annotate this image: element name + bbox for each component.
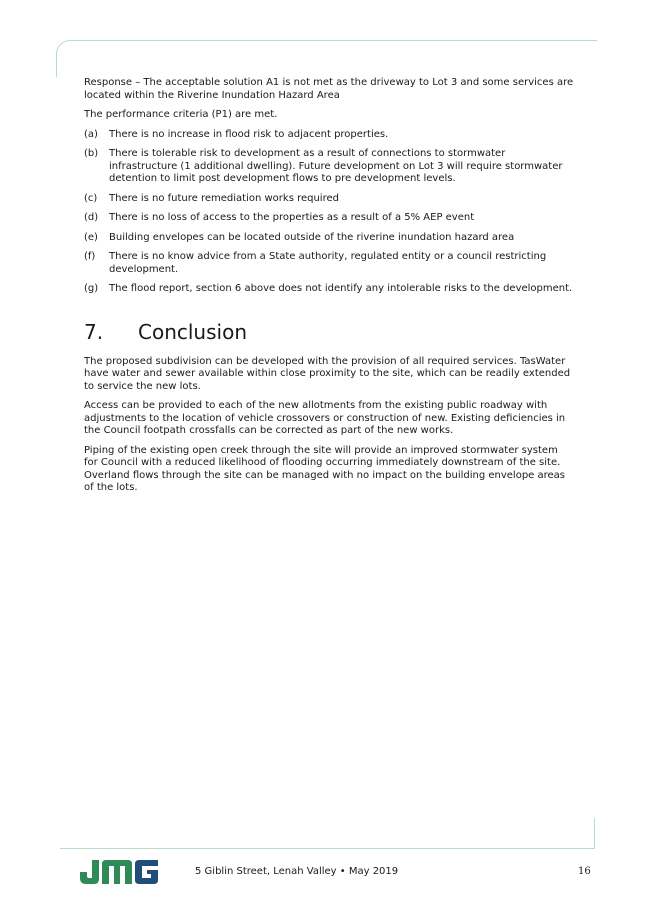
list-item (84, 148, 574, 186)
page-number: 16 (578, 866, 591, 877)
section-title: Conclusion (138, 319, 247, 344)
list-item (84, 251, 574, 276)
list-item (84, 193, 574, 206)
list-item (84, 232, 574, 245)
page-content (84, 77, 574, 502)
list-item-label: (g) (84, 283, 99, 294)
response-intro: Response – The acceptable solution A1 is not met as the driveway to Lot 3 and some services are located within the Riverine Inundation Hazard Area (84, 77, 574, 101)
jmg-logo (78, 858, 160, 884)
list-item-text: There is no know advice from a State authority, regulated entity or a council restricting development. (109, 251, 547, 275)
logo-letter-g (135, 860, 158, 884)
list-item-text: There is no future remediation works required (109, 192, 339, 204)
conclusion-paragraph: The proposed subdivision can be developed with the provision of all required services. TasWater have water and sewer available within close proximity to the site, which can be readily extended to service the new lots. (84, 355, 571, 392)
list-item-label: (c) (84, 192, 98, 204)
list-item-text: There is no loss of access to the properties as a result of a 5% AEP event (109, 212, 475, 223)
list-item-label: (d) (84, 212, 99, 223)
list-item-label: (f) (84, 251, 96, 262)
list-item-label: (e) (84, 231, 98, 243)
list-item-text: Building envelopes can be located outside of the riverine inundation hazard area (109, 231, 515, 243)
performance-criteria: The performance criteria (P1) are met. (84, 109, 278, 120)
logo-letter-j (80, 860, 99, 884)
list-item-text: The flood report, section 6 above does not identify any intolerable risks to the development. (109, 283, 573, 294)
list-item-text: There is no increase in flood risk to adjacent properties. (109, 128, 389, 140)
conclusion-paragraph: Piping of the existing open creek through the site will provide an improved stormwater system for Council with a reduced likelihood of flooding occurring immediately downstream of the site. Overland flows through the site can be managed with no impact on the building envelope areas of the lots. (84, 444, 566, 493)
list-item (84, 283, 574, 296)
section-heading-conclusion (84, 320, 574, 344)
logo-letter-m (102, 860, 132, 884)
list-item-text: There is tolerable risk to development as a result of connections to stormwater infrastructure (1 additional dwelling). Future development on Lot 3 will require stormwater detention to limit post development flows to pre development levels. (109, 148, 563, 184)
page-frame-bottom (60, 818, 595, 849)
section-number: 7. (84, 319, 104, 344)
conclusion-paragraph: Access can be provided to each of the new allotments from the existing public roadway with adjustments to the location of vehicle crossovers or construction of new. Existing deficiencies in the Council footpath crossfalls can be corrected as part of the new works. (84, 400, 566, 436)
list-item-label: (a) (84, 128, 98, 140)
list-item-label: (b) (84, 148, 99, 159)
list-item (84, 212, 574, 225)
footer-address-date: 5 Giblin Street, Lenah Valley • May 2019 (195, 866, 399, 877)
list-item (84, 129, 574, 142)
criteria-list (84, 129, 574, 296)
page-frame-top (56, 40, 597, 77)
page-footer (0, 858, 647, 886)
